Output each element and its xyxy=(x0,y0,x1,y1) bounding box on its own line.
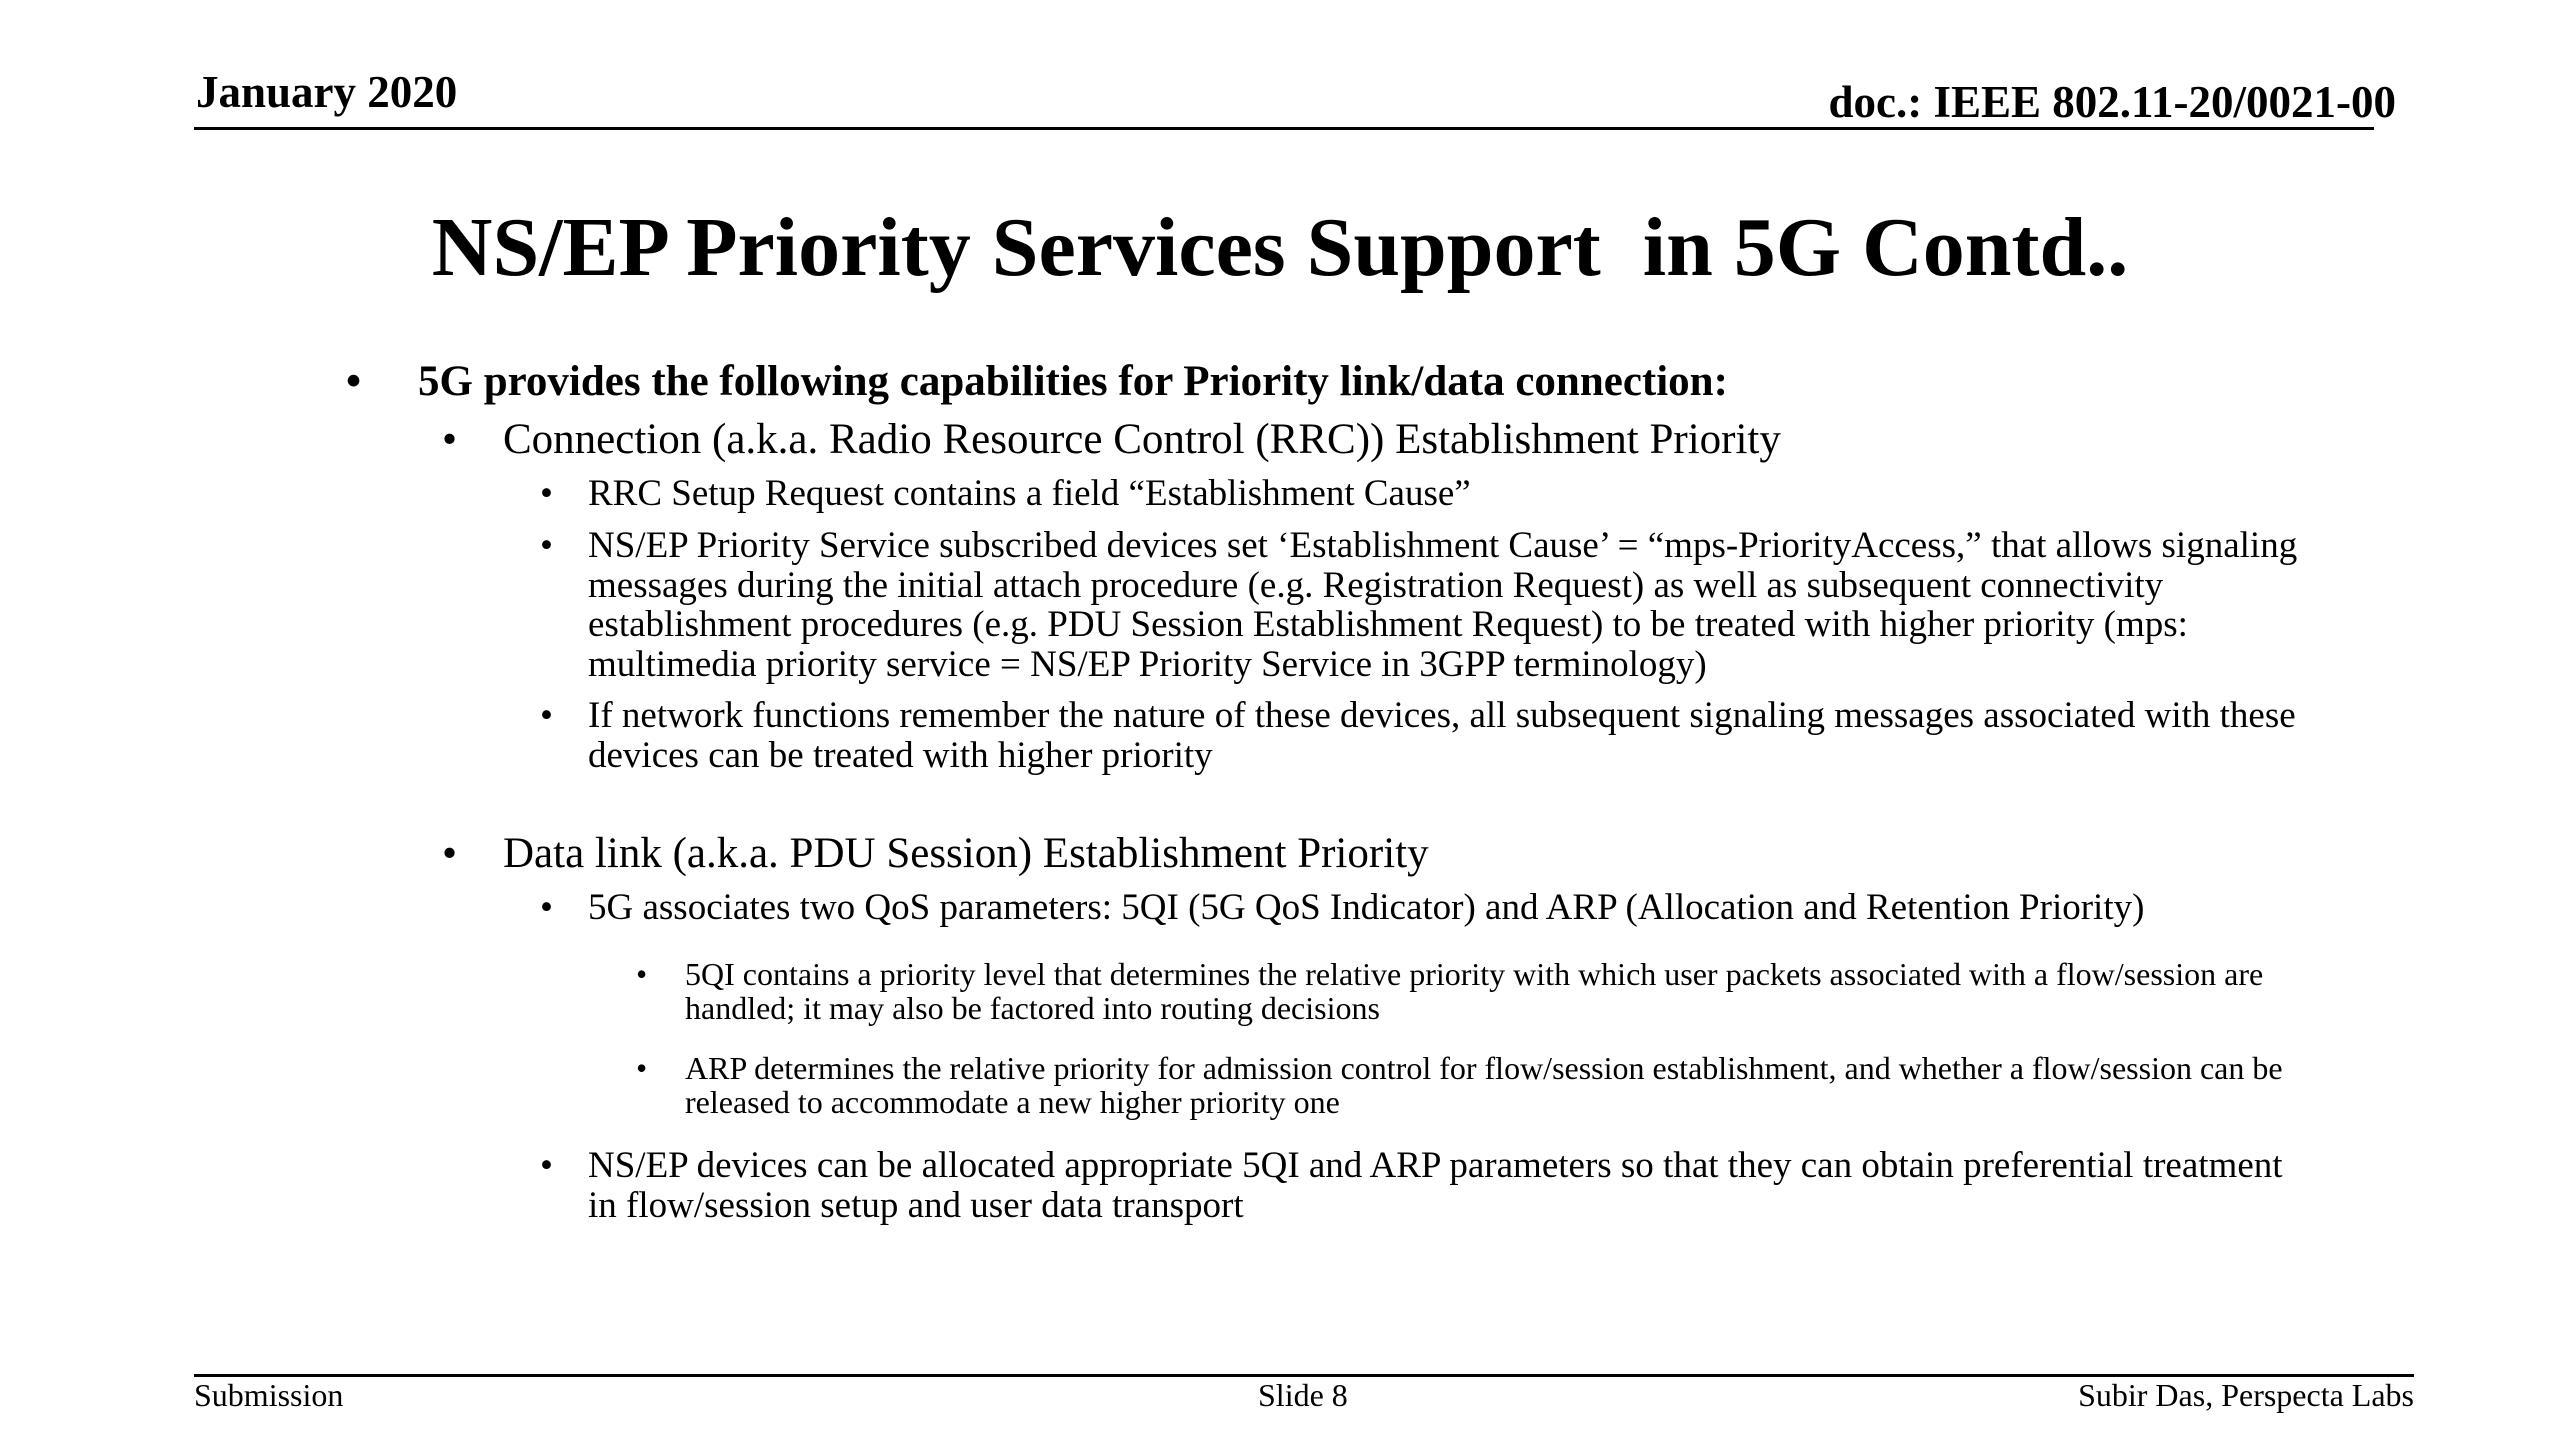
bullet-dot: • xyxy=(540,887,553,928)
bullet-text: 5QI contains a priority level that determines the relative priority with which user packets associated with a flow/session are handled; it may also be factored into routing decisions xyxy=(685,956,2264,1026)
header-doc-id: doc.: IEEE 802.11-20/0021-00 xyxy=(1828,77,2396,127)
bullet-text: 5G associates two QoS parameters: 5QI (5G QoS Indicator) and ARP (Allocation and Retention Priority) xyxy=(588,887,2145,928)
bullet-network-functions xyxy=(540,696,2320,775)
footer-slide-number: Slide 8 xyxy=(1258,1377,1348,1413)
bullet-rrc-setup-request xyxy=(540,474,2320,514)
bullet-text: Connection (a.k.a. Radio Resource Control (RRC)) Establishment Priority xyxy=(503,416,1781,463)
bullet-nsep-devices-allocation xyxy=(540,1146,2320,1225)
bullet-dot: • xyxy=(540,1145,553,1186)
bullet-text: If network functions remember the nature of these devices, all subsequent signaling messages associated with these devices can be treated with higher priority xyxy=(588,695,2296,776)
slide-title: NS/EP Priority Services Support in 5G Contd.. xyxy=(431,201,2129,294)
bullet-dot: • xyxy=(540,695,553,736)
bullet-text: NS/EP devices can be allocated appropriate 5QI and ARP parameters so that they can obtain preferential treatment in flow/session setup and user data transport xyxy=(588,1145,2283,1226)
bullet-rrc-establishment-priority xyxy=(442,414,2342,466)
footer-author: Subir Das, Perspecta Labs xyxy=(2078,1377,2414,1413)
bullet-establishment-cause xyxy=(540,526,2320,684)
bullet-dot: • xyxy=(540,525,553,566)
bullet-dot: • xyxy=(636,956,648,992)
bullet-priority-capabilities xyxy=(346,356,2346,408)
header-divider xyxy=(194,127,2374,130)
bullet-text: 5G provides the following capabilities for Priority link/data connection: xyxy=(418,358,1728,405)
bullet-text: NS/EP Priority Service subscribed devices set ‘Establishment Cause’ = “mps-PriorityAccess,” that allows signaling messages during the initial attach procedure (e.g. Registration Request) as well as subsequent connectivity establishment procedures (e.g. PDU Session Establishment Request) to be treated with higher priority (mps: multimedia priority service = NS/EP Priority Service in 3GPP terminology) xyxy=(588,525,2298,685)
bullet-arp xyxy=(636,1052,2336,1119)
bullet-qos-parameters xyxy=(540,888,2320,928)
bullet-5qi xyxy=(636,958,2336,1025)
header-date: January 2020 xyxy=(196,67,458,117)
bullet-pdu-session-priority xyxy=(442,828,2342,880)
bullet-text: RRC Setup Request contains a field “Establishment Cause” xyxy=(588,473,1471,514)
footer-submission: Submission xyxy=(194,1377,344,1413)
bullet-dot: • xyxy=(636,1050,648,1086)
bullet-text: Data link (a.k.a. PDU Session) Establishment Priority xyxy=(503,830,1429,877)
bullet-dot: • xyxy=(540,473,553,514)
bullet-dot: • xyxy=(346,358,362,405)
bullet-dot: • xyxy=(442,416,458,463)
bullet-dot: • xyxy=(442,830,458,877)
bullet-text: ARP determines the relative priority for admission control for flow/session establishment, and whether a flow/session can be released to accommodate a new higher priority one xyxy=(685,1050,2283,1120)
